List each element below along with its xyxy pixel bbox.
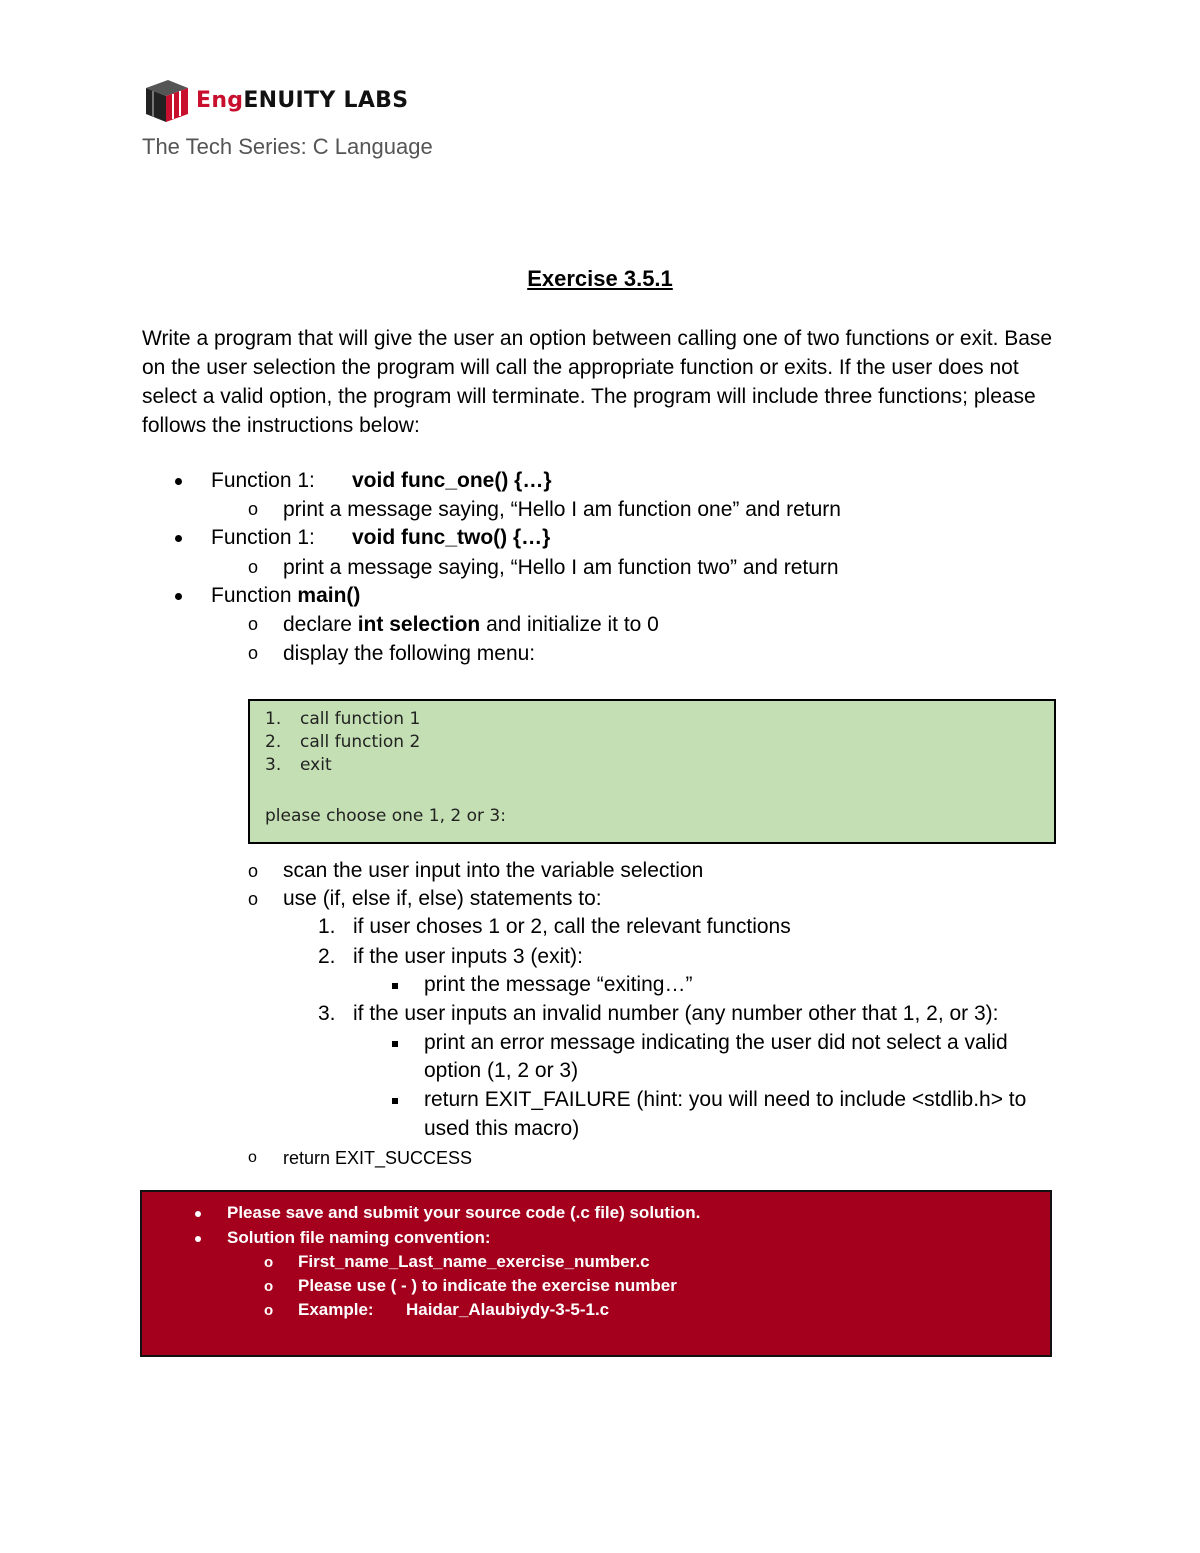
main-declare-rest: and initialize it to 0 [480, 613, 659, 636]
square-bullet [392, 1098, 398, 1104]
square-bullet [392, 983, 398, 989]
notice-example-value: Haidar_Alaubiydy-3-5-1.c [406, 1300, 610, 1319]
brand-name [196, 88, 408, 113]
sub-bullet: o [248, 643, 259, 663]
sub-bullet: o [248, 557, 259, 577]
bullet [175, 593, 182, 600]
main-declare-step [283, 612, 659, 638]
function-2-label: Function 1: [211, 526, 315, 549]
menu-item-3: exit [300, 755, 332, 775]
menu-box [248, 699, 1056, 844]
notice-pattern: First_name_Last_name_exercise_number.c [298, 1252, 650, 1271]
logo-icon [144, 78, 190, 124]
function-main-label: Function [211, 584, 298, 607]
bullet [175, 478, 182, 485]
step-return: return EXIT_SUCCESS [283, 1148, 473, 1168]
function-2-signature: void func_two() {…} [352, 526, 551, 549]
sub-bullet: o [264, 1254, 274, 1271]
step-3-action-2a: return EXIT_FAILURE (hint: you will need to include <stdlib.h> to [424, 1088, 1027, 1111]
step-3: if the user inputs an invalid number (any number other that 1, 2, or 3): [353, 1002, 999, 1025]
step-3-action-2b: used this macro) [424, 1117, 580, 1140]
step-2: if the user inputs 3 (exit): [353, 945, 583, 968]
function-main [211, 583, 360, 609]
square-bullet [392, 1041, 398, 1047]
menu-item-2: call function 2 [300, 732, 421, 752]
exercise-intro: Write a program that will give the user an option between calling one of two functions or exit. Base on the user selection the program will call the appropriate function or exits. If the user does not select a valid option, the program will terminate. The program will include three functions; please follows the instructions below: [142, 327, 1053, 437]
sub-bullet: o [264, 1302, 274, 1319]
step-1: if user choses 1 or 2, call the relevant functions [353, 915, 791, 938]
main-menu-step: display the following menu: [283, 642, 536, 665]
submission-notice [140, 1190, 1052, 1357]
function-2-note: print a message saying, “Hello I am function two” and return [283, 556, 839, 579]
sub-bullet: o [248, 889, 259, 909]
notice-dash-rule: Please use ( - ) to indicate the exercise number [298, 1276, 677, 1295]
notice-naming: Solution file naming convention: [227, 1228, 491, 1247]
sub-bullet: o [248, 614, 259, 634]
function-main-signature: main() [297, 584, 361, 607]
sub-bullet: o [264, 1278, 274, 1295]
step-2-action: print the message “exiting…” [424, 973, 693, 996]
menu-number: 3. [265, 755, 282, 775]
logo [144, 78, 190, 129]
series-subtitle: The Tech Series: C Language [142, 134, 433, 159]
menu-item-1: call function 1 [300, 709, 421, 729]
sub-bullet: o [248, 499, 259, 519]
step-3-action-1a: print an error message indicating the user did not select a valid [424, 1031, 1008, 1054]
step-scan: scan the user input into the variable selection [283, 859, 704, 882]
sub-bullet: o [248, 1149, 257, 1166]
sub-bullet: o [248, 861, 259, 881]
function-1-note: print a message saying, “Hello I am function one” and return [283, 498, 841, 521]
brand-prefix: Eng [196, 88, 244, 113]
menu-number: 1. [265, 709, 282, 729]
menu-prompt: please choose one 1, 2 or 3: [265, 806, 506, 826]
step-number: 3. [318, 1002, 336, 1025]
notice-submit: Please save and submit your source code (.c file) solution. [227, 1203, 701, 1222]
function-1-label: Function 1: [211, 469, 315, 492]
menu-number: 2. [265, 732, 282, 752]
notice-example-label: Example: [298, 1300, 374, 1319]
bullet [195, 1236, 201, 1242]
step-number: 2. [318, 945, 336, 968]
step-number: 1. [318, 915, 336, 938]
step-3-action-1b: option (1, 2 or 3) [424, 1059, 579, 1082]
step-use: use (if, else if, else) statements to: [283, 887, 602, 910]
brand-suffix: ENUITY LABS [243, 88, 409, 113]
main-declare-var: int selection [357, 613, 481, 636]
main-declare-text: declare [283, 613, 358, 636]
bullet [195, 1211, 201, 1217]
bullet [175, 535, 182, 542]
exercise-title: Exercise 3.5.1 [527, 266, 673, 291]
function-1-signature: void func_one() {…} [352, 469, 552, 492]
